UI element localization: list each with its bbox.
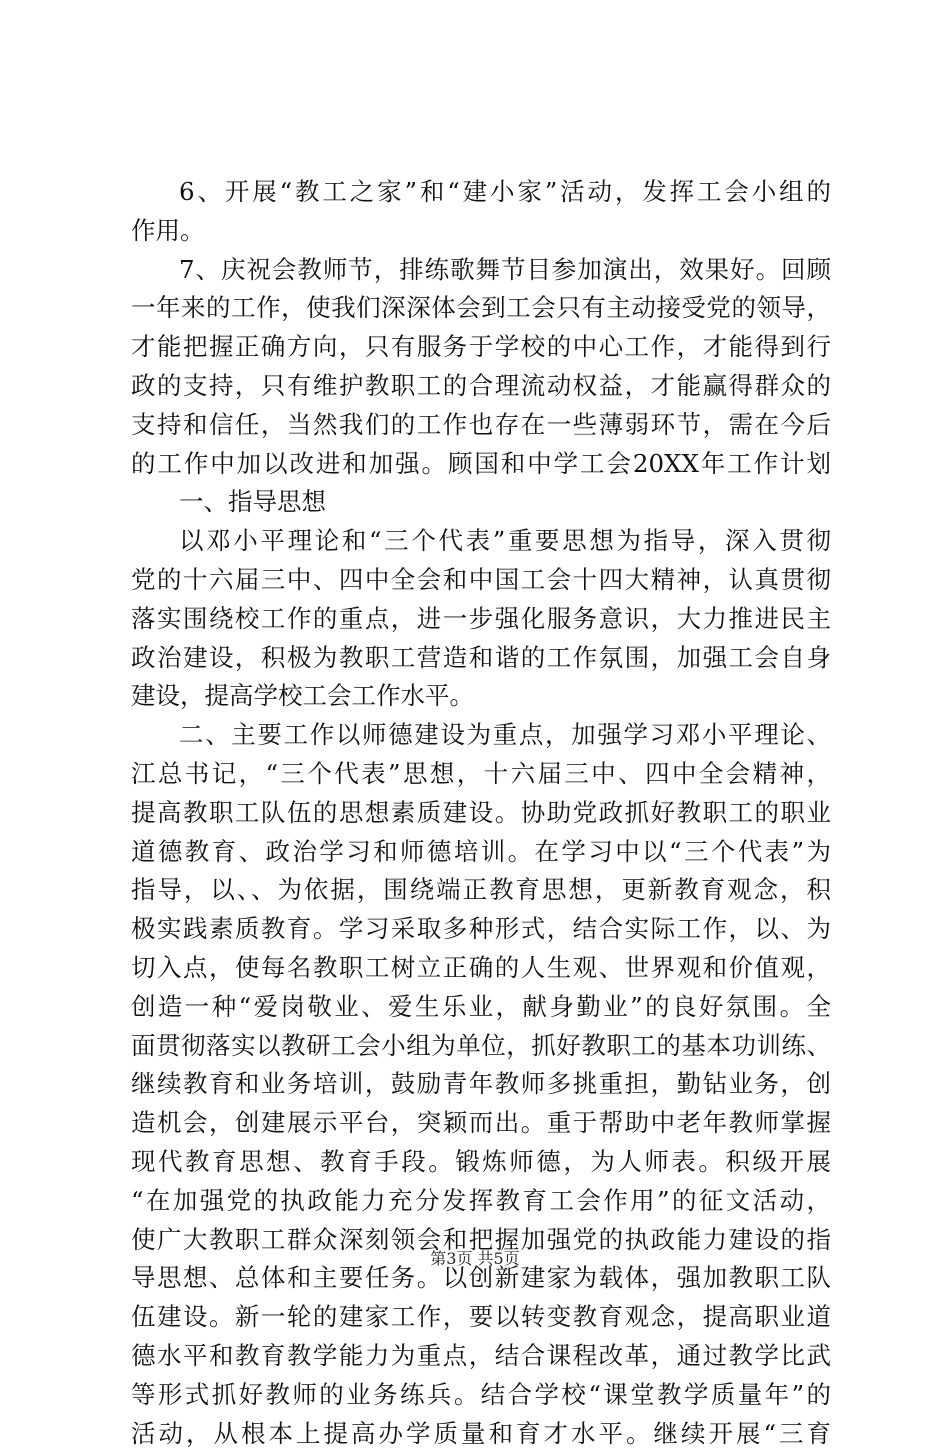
- text-line: 导思想、总体和主要任务。以创新建家为载体，强加教职工队: [131, 1259, 831, 1298]
- text-line: 7、庆祝会教师节，排练歌舞节目参加演出，效果好。回顾: [131, 251, 831, 290]
- text-line: 作用。: [131, 212, 831, 251]
- text-line: 以邓小平理论和“三个代表”重要思想为指导，深入贯彻: [131, 522, 831, 561]
- text-line: 党的十六届三中、四中全会和中国工会十四大精神，认真贯彻: [131, 561, 831, 600]
- text-line: 活动，从根本上提高办学质量和育才水平。继续开展“三育: [131, 1415, 831, 1453]
- text-line: 继续教育和业务培训，鼓励青年教师多挑重担，勤钻业务，创: [131, 1065, 831, 1104]
- text-line: 现代教育思想、教育手段。锻炼师德，为人师表。积级开展: [131, 1143, 831, 1182]
- text-line: 创造一种“爱岗敬业、爱生乐业，献身勤业”的良好氛围。全: [131, 988, 831, 1027]
- text-line: 造机会，创建展示平台，突颖而出。重于帮助中老年教师掌握: [131, 1104, 831, 1143]
- page-footer: 第3页 共5页: [0, 1246, 950, 1269]
- text-line: 一年来的工作，使我们深深体会到工会只有主动接受党的领导，: [131, 289, 831, 328]
- text-line: 德水平和教育教学能力为重点，结合课程改革，通过教学比武: [131, 1337, 831, 1376]
- text-line: 等形式抓好教师的业务练兵。结合学校“课堂教学质量年”的: [131, 1376, 831, 1415]
- text-line: 政治建设，积极为教职工营造和谐的工作氛围，加强工会自身: [131, 639, 831, 678]
- text-line: 江总书记，“三个代表”思想，十六届三中、四中全会精神，: [131, 755, 831, 794]
- text-line: 二、主要工作以师德建设为重点，加强学习邓小平理论、: [131, 716, 831, 755]
- text-line: 极实践素质教育。学习采取多种形式，结合实际工作，以、为: [131, 910, 831, 949]
- text-line: 一、指导思想: [131, 483, 831, 522]
- text-line: 才能把握正确方向，只有服务于学校的中心工作，才能得到行: [131, 328, 831, 367]
- text-line: 切入点，使每名教职工树立正确的人生观、世界观和价值观，: [131, 949, 831, 988]
- text-line: 指导，以、、为依据，围绕端正教育思想，更新教育观念，积: [131, 871, 831, 910]
- text-line: 使广大教职工群众深刻领会和把握加强党的执政能力建设的指: [131, 1221, 831, 1260]
- text-line: 面贯彻落实以教研工会小组为单位，抓好教职工的基本功训练、: [131, 1027, 831, 1066]
- text-line: 的工作中加以改进和加强。顾国和中学工会20XX年工作计划: [131, 445, 831, 484]
- text-line: 6、开展“教工之家”和“建小家”活动，发挥工会小组的: [131, 173, 831, 212]
- text-line: 道德教育、政治学习和师德培训。在学习中以“三个代表”为: [131, 833, 831, 872]
- text-line: 政的支持，只有维护教职工的合理流动权益，才能赢得群众的: [131, 367, 831, 406]
- text-line: 支持和信任，当然我们的工作也存在一些薄弱环节，需在今后: [131, 406, 831, 445]
- text-line: “在加强党的执政能力充分发挥教育工会作用”的征文活动，: [131, 1182, 831, 1221]
- text-line: 提高教职工队伍的思想素质建设。协助党政抓好教职工的职业: [131, 794, 831, 833]
- text-line: 落实围绕校工作的重点，进一步强化服务意识，大力推进民主: [131, 600, 831, 639]
- text-line: 伍建设。新一轮的建家工作，要以转变教育观念，提高职业道: [131, 1298, 831, 1337]
- text-line: 建设，提高学校工会工作水平。: [131, 677, 831, 716]
